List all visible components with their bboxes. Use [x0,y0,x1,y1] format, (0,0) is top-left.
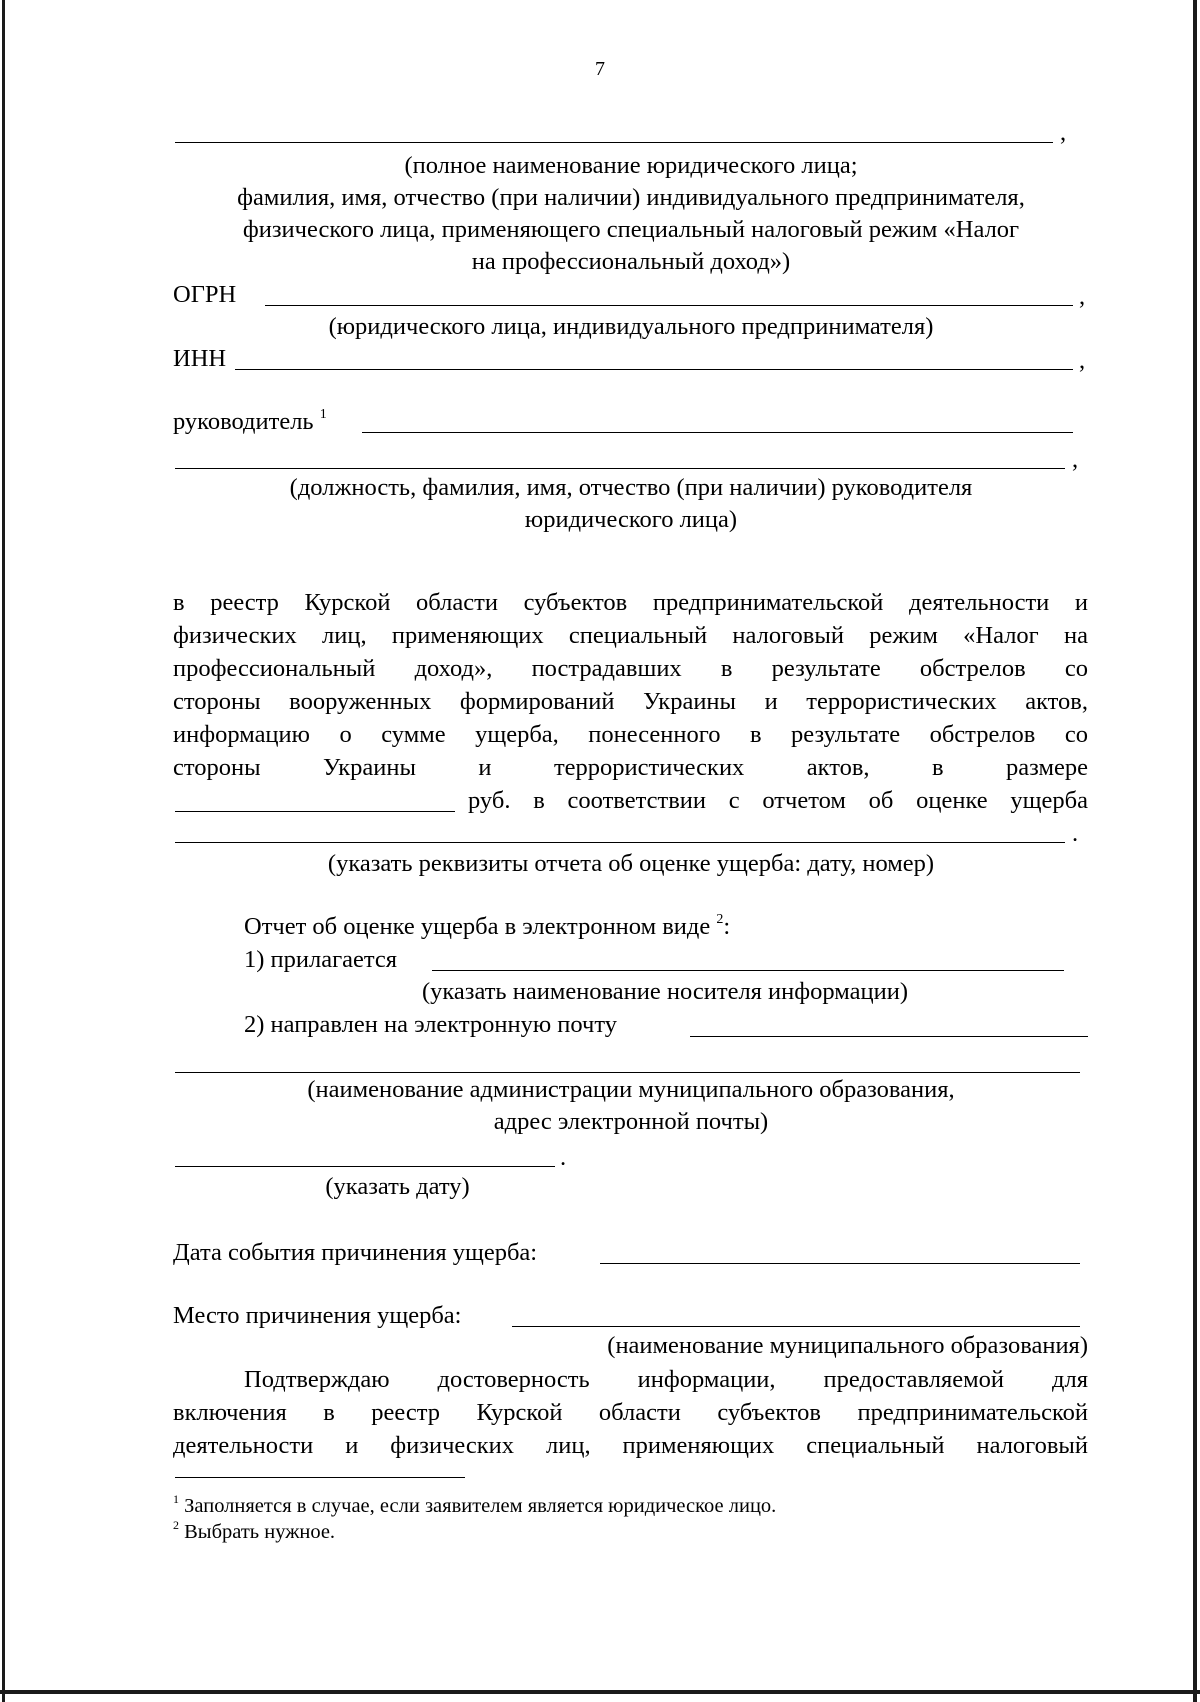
scan-edge-right [1193,0,1197,1702]
applicant-caption-4: на профессиональный доход») [471,248,791,275]
report-trailing-period: . [1072,820,1079,847]
page-number: 7 [595,58,605,80]
director-caption-2: юридического лица) [524,506,738,533]
body-line-3: профессиональный доход», пострадавших в результате обстрелов со [173,655,1088,682]
scan-edge-left [2,0,5,1702]
option-2-caption-1: (наименование администрации муниципального образования, [307,1076,955,1103]
director-label: руководитель $^1$ [173,407,327,435]
body-line-5: информацию о сумме ущерба, понесенного в результате обстрелов со [173,721,1088,748]
footnote-1: $^1$ Заполняется в случае, если заявителем является юридическое лицо. [173,1492,777,1517]
body-line-2: физических лиц, применяющих специальный налоговый режим «Налог на [173,622,1088,649]
option-2-label: 2) направлен на электронную почту [244,1011,617,1038]
damage-place-label: Место причинения ущерба: [173,1302,462,1329]
option-1-label: 1) прилагается [244,946,398,973]
report-caption: (указать реквизиты отчета об оценке ущерба: дату, номер) [327,850,935,877]
inn-label: ИНН [173,345,227,372]
date-caption: (указать дату) [325,1173,470,1200]
footnote-ref-1: 1 [319,407,327,422]
body-line-1: в реестр Курской области субъектов предпринимательской деятельности и [173,589,1088,616]
option-2-line-2[interactable] [175,1072,1080,1073]
footnote-separator [175,1477,465,1478]
confirm-line-2: включения в реестр Курской области субъектов предпринимательской [173,1399,1088,1426]
ogrn-label: ОГРН [173,281,237,308]
ogrn-caption: (юридического лица, индивидуального предпринимателя) [328,313,934,340]
amount-line[interactable] [175,811,455,812]
applicant-caption-2: фамилия, имя, отчество (при наличии) индивидуального предпринимателя, [237,184,1025,211]
option-1-caption: (указать наименование носителя информации) [421,978,908,1005]
option-2-caption-2: адрес электронной почты) [493,1108,769,1135]
director-trailing-comma: , [1072,446,1079,473]
event-date-line[interactable] [600,1263,1080,1264]
director-line-1[interactable] [362,432,1073,433]
applicant-trailing-comma: , [1060,119,1067,146]
director-caption-1: (должность, фамилия, имя, отчество (при наличии) руководителя [289,474,973,501]
scan-edge-bottom [0,1690,1200,1694]
applicant-caption-1: (полное наименование юридического лица; [404,152,858,179]
footnote-2: $^2$ Выбрать нужное. [173,1518,336,1543]
damage-place-line[interactable] [512,1326,1080,1327]
event-date-label: Дата события причинения ущерба: [173,1239,538,1266]
inn-line[interactable] [235,369,1073,370]
date-line[interactable] [175,1166,555,1167]
body-line-4: стороны вооруженных формирований Украины и террористических актов, [173,688,1088,715]
option-2-line-1[interactable] [690,1036,1088,1037]
date-trailing-period: . [560,1144,567,1171]
electronic-heading: Отчет об оценке ущерба в электронном виде $^2$: [244,912,731,940]
applicant-caption-3: физического лица, применяющего специальный налоговый режим «Налог [242,216,1020,243]
director-line-2[interactable] [175,468,1065,469]
body-line-6: стороны Украины и террористических актов, в размере [173,754,1088,781]
damage-place-caption: (наименование муниципального образования) [607,1332,1088,1359]
confirm-line-3: деятельности и физических лиц, применяющих специальный налоговый [173,1432,1088,1459]
ogrn-line[interactable] [265,305,1073,306]
applicant-name-line[interactable] [175,142,1053,143]
confirm-line-1: Подтверждаю достоверность информации, предоставляемой для [244,1366,1088,1393]
ogrn-trailing-comma: , [1079,283,1086,310]
amount-text: руб. в соответствии с отчетом об оценке ущерба [468,787,1088,814]
footnote-ref-2: 2 [716,912,724,927]
inn-trailing-comma: , [1079,347,1086,374]
option-1-line[interactable] [432,970,1064,971]
report-details-line[interactable] [175,842,1065,843]
